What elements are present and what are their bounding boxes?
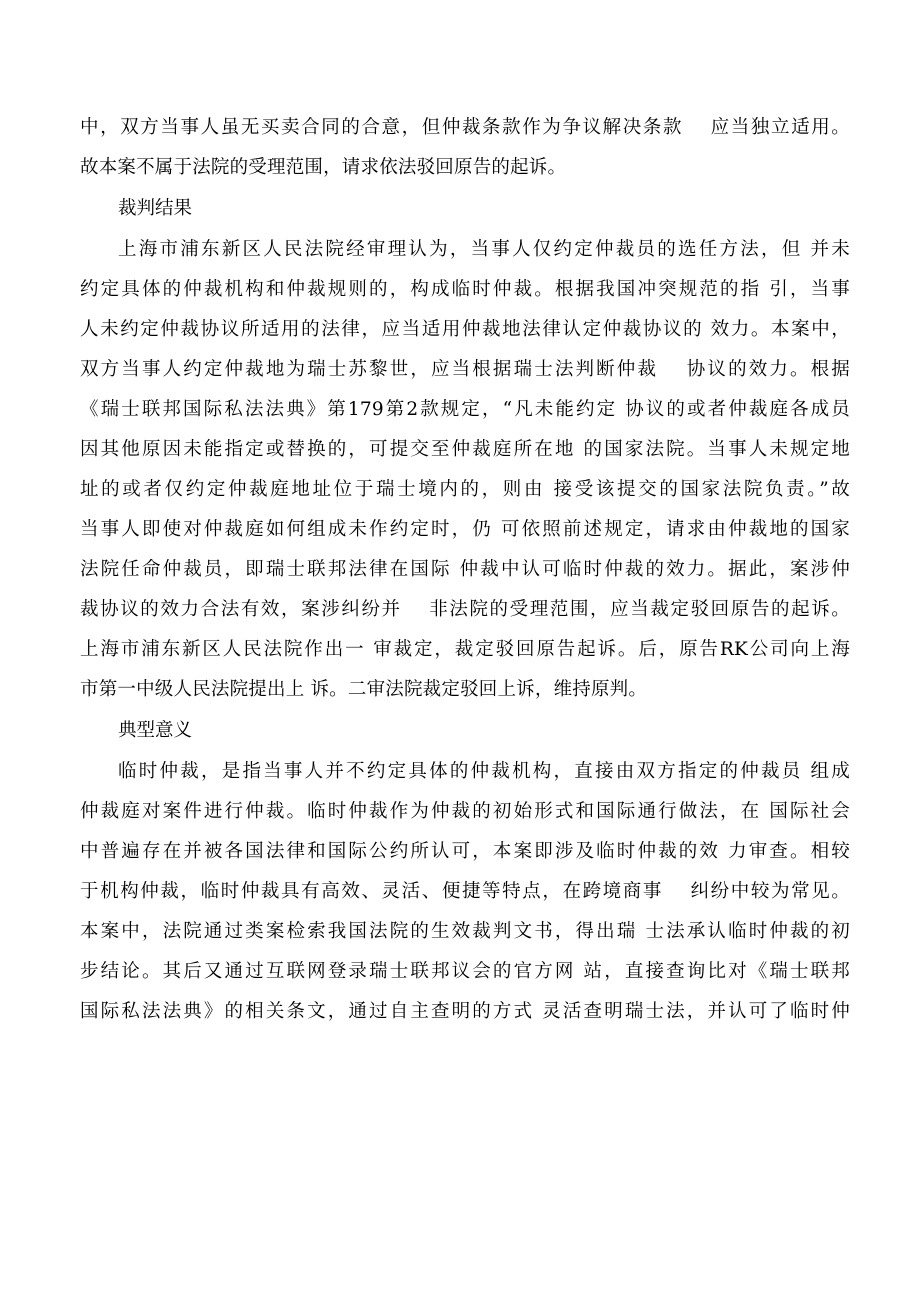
text-line: 仲裁庭对案件进行仲裁。临时仲裁作为仲裁的初始形式和国际通行做法，在 国际社会 (80, 801, 850, 822)
text-line: 裁协议的效力合法有效，案涉纠纷并 非法院的受理范围，应当裁定驳回原告的起诉。 (80, 599, 850, 620)
text-line: 法院任命仲裁员，即瑞士联邦法律在国际 仲裁中认可临时仲裁的效力。据此，案涉仲 (80, 559, 850, 580)
text-line: 步结论。其后又通过互联网登录瑞士联邦议会的官方网 站，直接查询比对《瑞士联邦 (80, 961, 850, 982)
text-line: 市第一中级人民法院提出上 诉。二审法院裁定驳回上诉，维持原判。 (80, 679, 648, 700)
text-line: 于机构仲裁，临时仲裁具有高效、灵活、便捷等特点，在跨境商事 纠纷中较为常见。 (80, 881, 850, 902)
text-line: 人未约定仲裁协议所适用的法律，应当适用仲裁地法律认定仲裁协议的 效力。本案中， (80, 319, 850, 340)
paragraph-judgment-result (80, 230, 850, 710)
text-line: 国际私法法典》的相关条文，通过自主查明的方式 灵活查明瑞士法，并认可了临时仲 (80, 1001, 850, 1022)
text-line: 《瑞士联邦国际私法法典》第179第2款规定，“凡未能约定 协议的或者仲裁庭各成员 (80, 399, 850, 420)
text-line: 上海市浦东新区人民法院经审理认为，当事人仅约定仲裁员的选任方法，但 并未 (118, 239, 850, 260)
text-line: 临时仲裁，是指当事人并不约定具体的仲裁机构，直接由双方指定的仲裁员 组成 (118, 761, 850, 782)
text-line: 当事人即使对仲裁庭如何组成未作约定时，仍 可依照前述规定，请求由仲裁地的国家 (80, 519, 850, 540)
text-line: 因其他原因未能指定或替换的，可提交至仲裁庭所在地 的国家法院。当事人未规定地 (80, 439, 850, 460)
document-page (80, 108, 850, 1032)
text-line: 约定具体的仲裁机构和仲裁规则的，构成临时仲裁。根据我国冲突规范的指 引，当事 (80, 279, 850, 300)
section-heading-typical-significance: 典型意义 (118, 720, 193, 741)
text-line: 中，双方当事人虽无买卖合同的合意，但仲裁条款作为争议解决条款 应当独立适用。 (80, 117, 850, 138)
text-line: 上海市浦东新区人民法院作出一 审裁定，裁定驳回原告起诉。后，原告RK公司向上海 (80, 639, 850, 660)
paragraph-arbitration-clause (80, 108, 850, 188)
text-line: 故本案不属于法院的受理范围，请求依法驳回原告的起诉。 (80, 157, 567, 178)
section-heading-judgment-result: 裁判结果 (118, 198, 193, 219)
text-line: 双方当事人约定仲裁地为瑞士苏黎世，应当根据瑞士法判断仲裁 协议的效力。根据 (80, 359, 850, 380)
text-line: 中普遍存在并被各国法律和国际公约所认可，本案即涉及临时仲裁的效 力审查。相较 (80, 841, 850, 862)
text-line: 址的或者仅约定仲裁庭地址位于瑞士境内的，则由 接受该提交的国家法院负责。”故 (80, 479, 850, 500)
text-line: 本案中，法院通过类案检索我国法院的生效裁判文书，得出瑞 士法承认临时仲裁的初 (80, 921, 850, 942)
paragraph-typical-significance (80, 752, 850, 1032)
